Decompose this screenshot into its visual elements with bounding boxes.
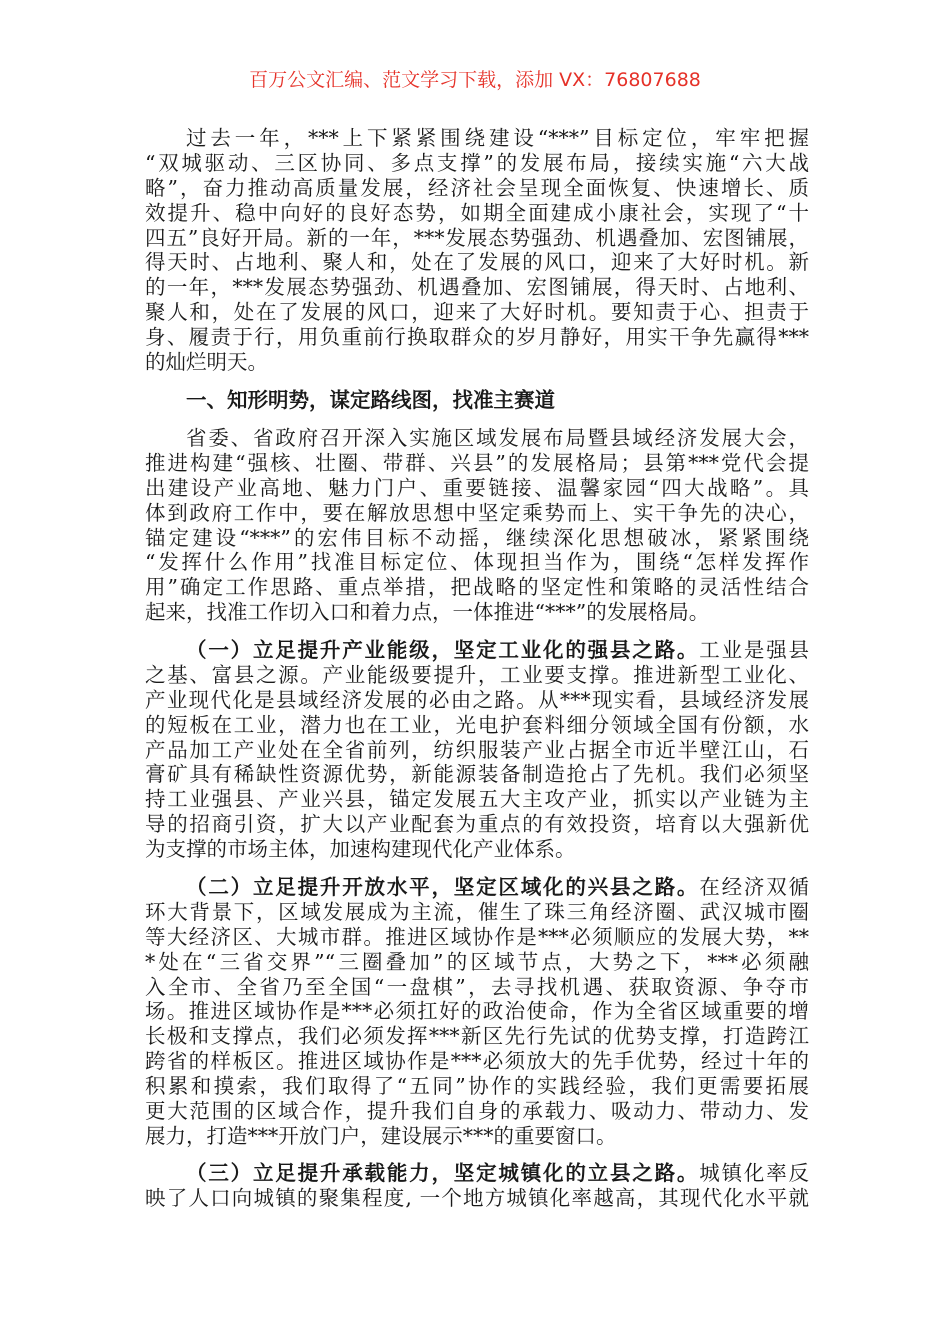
- text-line: 环大背景下，区域发展成为主流，催生了珠三角经济圈、武汉城市圈: [145, 899, 809, 924]
- text-line: 产业现代化是县域经济发展的必由之路。从***现实看，县域经济发展: [145, 687, 809, 712]
- text-line: 的一年，***发展态势强劲、机遇叠加、宏图铺展，得天时、占地利、: [145, 275, 809, 300]
- text-line: “双城驱动、三区协同、多点支撑”的发展布局，接续实施“六大战: [145, 150, 809, 175]
- subsection-first-line: [145, 1161, 809, 1186]
- subsection-title: （一）立足提升产业能级，坚定工业化的强县之路。: [186, 638, 700, 662]
- text-line: 四五”良好开局。新的一年，***发展态势强劲、机遇叠加、宏图铺展，: [145, 225, 809, 250]
- text-line: 为支撑的市场主体，加速构建现代化产业体系。: [145, 837, 576, 862]
- text: 工业是强县: [699, 638, 810, 662]
- subsection-title: （三）立足提升承载能力，坚定城镇化的立县之路。: [186, 1161, 700, 1185]
- subsection-title: （二）立足提升开放水平，坚定区域化的兴县之路。: [186, 875, 700, 899]
- text-line: 的灿烂明天。: [145, 350, 268, 375]
- subsection2-paragraph: [145, 875, 809, 1149]
- text-line: 出建设产业高地、魅力门户、重要链接、温馨家园“四大战略”。具: [145, 475, 809, 500]
- text-line: 产品加工产业处在全省前列，纺织服装产业占据全市近半壁江山，石: [145, 737, 809, 762]
- text-line: 体到政府工作中，要在解放思想中坚定乘势而上、实干争先的决心，: [145, 500, 809, 525]
- text-line: 映了人口向城镇的聚集程度, 一个地方城镇化率越高，其现代化水平就: [145, 1185, 809, 1210]
- text-line: “发挥什么作用”找准目标定位、体现担当作为，围绕“怎样发挥作: [145, 550, 809, 575]
- text-line: 聚人和，处在了发展的风口，迎来了大好时机。要知责于心、担责于: [145, 300, 809, 325]
- subsection1-paragraph: [145, 638, 809, 862]
- text-line: 膏矿具有稀缺性资源优势，新能源装备制造抢占了先机。我们必须坚: [145, 762, 809, 787]
- watermark-banner: 百万公文汇编、范文学习下载，添加 VX：76807688: [249, 69, 701, 91]
- text-line: 得天时、占地利、聚人和，处在了发展的风口，迎来了大好时机。新: [145, 250, 809, 275]
- text-line: 略”，奋力推动高质量发展，经济社会呈现全面恢复、快速增长、质: [145, 175, 809, 200]
- text-line: 等大经济区、大城市群。推进区域协作是***必须顺应的发展大势，**: [145, 924, 809, 949]
- text-line: 持工业强县、产业兴县，锚定发展五大主攻产业，抓实以产业链为主: [145, 787, 809, 812]
- text-line: 效提升、稳中向好的良好态势，如期全面建成小康社会，实现了“十: [145, 200, 809, 225]
- text-line: 的短板在工业，潜力也在工业，光电护套料细分领域全国有份额，水: [145, 712, 809, 737]
- text-line: 过去一年，***上下紧紧围绕建设“***”目标定位，牢牢把握: [186, 126, 809, 150]
- text-line: 展力，打造***开放门户，建设展示***的重要窗口。: [145, 1123, 617, 1148]
- text-line: 推进构建“强核、壮圈、带群、兴县”的发展格局；县第***党代会提: [145, 450, 809, 475]
- subsection-first-line: [145, 638, 809, 663]
- text-line: 之基、富县之源。产业能级要提升，工业要支撑。推进新型工业化、: [145, 662, 809, 687]
- text-line: 入全市、全省乃至全国“一盘棋”，去寻找机遇、获取资源、争夺市: [145, 974, 809, 999]
- text-line: 身、履责于行，用负重前行换取群众的岁月静好，用实干争先赢得***: [145, 325, 809, 350]
- text: 在经济双循: [699, 875, 810, 899]
- subsection-first-line: [145, 875, 809, 900]
- text-line: 用”确定工作思路、重点举措，把战略的坚定性和策略的灵活性结合: [145, 575, 809, 600]
- subsection3-paragraph: [145, 1161, 809, 1211]
- text-line: 积累和摸索，我们取得了“五同”协作的实践经验，我们更需要拓展: [145, 1074, 809, 1099]
- intro-paragraph: [145, 126, 809, 375]
- text-line: 起来，找准工作切入口和着力点，一体推进“***”的发展格局。: [145, 600, 710, 625]
- text-line: 锚定建设“***”的宏伟目标不动摇，继续深化思想破冰，紧紧围绕: [145, 525, 809, 550]
- text-line: 省委、省政府召开深入实施区域发展布局暨县域经济发展大会，: [186, 426, 809, 450]
- text: 城镇化率反: [699, 1161, 810, 1185]
- section1-paragraph: [145, 426, 809, 625]
- text-line: 更大范围的区域合作，提升我们自身的承载力、吸动力、带动力、发: [145, 1099, 809, 1124]
- section-heading: 一、知形明势，谋定路线图，找准主赛道: [186, 388, 555, 412]
- text-line: *处在“三省交界”“三圈叠加”的区域节点，大势之下，***必须融: [145, 949, 809, 974]
- text-line: 长极和支撑点，我们必须发挥***新区先行先试的优势支撑，打造跨江: [145, 1024, 809, 1049]
- text-line: 场。推进区域协作是***必须扛好的政治使命，作为全省区域重要的增: [145, 999, 809, 1024]
- text-line: 导的招商引资，扩大以产业配套为重点的有效投资，培育以大强新优: [145, 812, 809, 837]
- text-line: 跨省的样板区。推进区域协作是***必须放大的先手优势，经过十年的: [145, 1049, 809, 1074]
